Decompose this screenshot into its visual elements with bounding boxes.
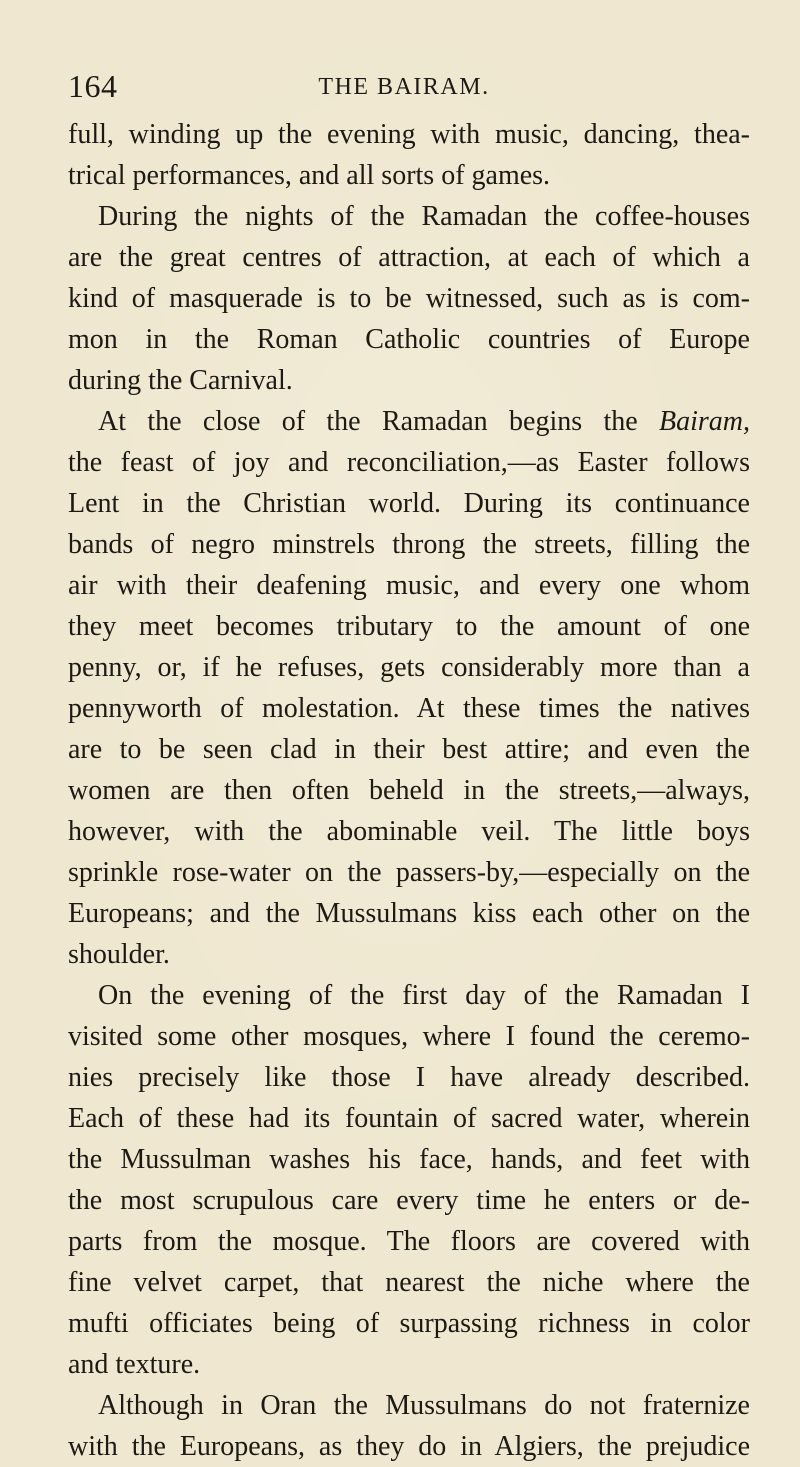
text-line: During the nights of the Ramadan the coffee-houses — [98, 201, 750, 232]
text-line: pennyworth of molestation. At these times the natives — [68, 693, 750, 724]
paragraph — [68, 196, 750, 401]
text-line — [68, 401, 750, 442]
text-line: Each of these had its fountain of sacred water, wherein — [68, 1103, 750, 1134]
text-line: are to be seen clad in their best attire; and even the — [68, 734, 750, 765]
text-run: At the close of the Ramadan begins the — [98, 406, 659, 437]
text-line: shoulder. — [68, 939, 170, 970]
text-line: sprinkle rose-water on the passers-by,—especially on the — [68, 857, 750, 888]
text-line: mufti officiates being of surpassing richness in color — [68, 1308, 750, 1339]
text-line: are the great centres of attraction, at each of which a — [68, 242, 750, 273]
text-line: parts from the mosque. The floors are covered with — [68, 1226, 750, 1257]
text-line: trical performances, and all sorts of games. — [68, 160, 551, 191]
text-line: kind of masquerade is to be witnessed, such as is com- — [68, 283, 750, 314]
text-line: full, winding up the evening with music, dancing, thea- — [68, 119, 750, 150]
text-line: with the Europeans, as they do in Algiers, the prejudice — [68, 1431, 750, 1462]
text-line: and texture. — [68, 1349, 201, 1380]
running-title: THE BAIRAM. — [318, 74, 490, 100]
text-line: during the Carnival. — [68, 365, 293, 396]
text-line: fine velvet carpet, that nearest the niche where the — [68, 1267, 750, 1298]
paragraph — [68, 975, 750, 1385]
paragraph — [68, 1385, 750, 1467]
text-line: nies precisely like those I have already described. — [68, 1062, 750, 1093]
italic-term: Bairam, — [659, 406, 750, 437]
text-line: the most scrupulous care every time he enters or de- — [68, 1185, 750, 1216]
text-line: penny, or, if he refuses, gets considerably more than a — [68, 652, 750, 683]
text-line: they meet becomes tributary to the amount of one — [68, 611, 750, 642]
text-line: however, with the abominable veil. The little boys — [68, 816, 750, 847]
text-line: the feast of joy and reconciliation,—as Easter follows — [68, 447, 750, 478]
body-text — [68, 114, 750, 1467]
text-line: Europeans; and the Mussulmans kiss each other on the — [68, 898, 750, 929]
text-line: Although in Oran the Mussulmans do not fraternize — [98, 1390, 750, 1421]
text-line: bands of negro minstrels throng the streets, filling the — [68, 529, 750, 560]
text-line: women are then often beheld in the streets,—always, — [68, 775, 750, 806]
running-head — [68, 60, 740, 106]
paragraph — [68, 114, 750, 196]
paragraph — [68, 401, 750, 975]
text-line: mon in the Roman Catholic countries of Europe — [68, 324, 750, 355]
text-line: air with their deafening music, and every one whom — [68, 570, 750, 601]
text-line: the Mussulman washes his face, hands, and feet with — [68, 1144, 750, 1175]
text-line: On the evening of the first day of the Ramadan I — [98, 980, 750, 1011]
page-number: 164 — [68, 68, 118, 104]
text-line: visited some other mosques, where I found the ceremo- — [68, 1021, 750, 1052]
text-line: Lent in the Christian world. During its continuance — [68, 488, 750, 519]
